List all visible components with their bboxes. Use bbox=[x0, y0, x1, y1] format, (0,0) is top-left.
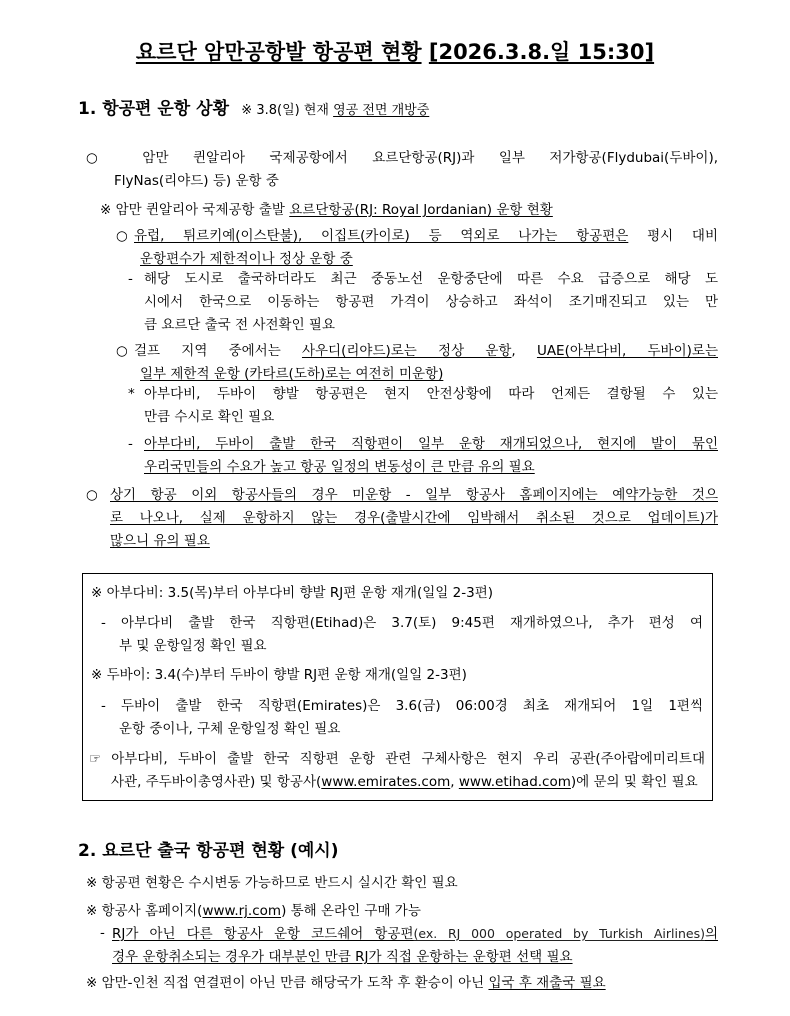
codeshare-warning: - RJ가 아닌 다른 항공사 운항 코드쉐어 항공편(ex. RJ 000 operated by Turkish Airlines)의 경우 운항취소되는 경우가 대부분인 만큼 RJ가 직접 운항하는 운항편 선택 필요 bbox=[100, 925, 719, 965]
etihad-link[interactable]: www.etihad.com bbox=[458, 774, 571, 790]
dubai-heading: ※ 두바이: 3.4(수)부터 두바이 향발 RJ편 운항 재개(일일 2-3편) bbox=[91, 667, 467, 683]
title-date: [2026.3.8.일 15:30] bbox=[428, 40, 655, 64]
contact-note: ☞ 아부다비, 두바이 출발 한국 직항편 운항 관련 구체사항은 현지 우리 공관(주아랍에미리트대 사관, 주두바이총영사관) 및 항공사(www.emirates.com, www.etihad.com)에 문의 및 확인 필요 bbox=[89, 751, 705, 790]
gulf-dash-detail: - 아부다비, 두바이 출발 한국 직항편이 일부 운항 재개되었으나, 현지에 발이 묶인 우리국민들의 수요가 높고 항공 일정의 변동성이 큰 만큼 유의 필요 bbox=[128, 436, 718, 475]
page-title bbox=[0, 36, 790, 66]
realtime-check-note: ※ 항공편 현황은 수시변동 가능하므로 반드시 실시간 확인 필요 bbox=[86, 875, 458, 891]
online-purchase-note: ※ 항공사 홈페이지(www.rj.com) 통해 온라인 구매 가능 bbox=[86, 903, 421, 919]
bullet-gulf: ○ 걸프 지역 중에서는 사우디(리야드)로는 정상 운항, UAE(아부다비, 두바이)로는 일부 제한적 운항 (카타르(도하)로는 여전히 미운항) bbox=[116, 343, 718, 382]
abudhabi-heading: ※ 아부다비: 3.5(목)부터 아부다비 향발 RJ편 운항 재개(일일 2-3편) bbox=[91, 585, 493, 601]
abudhabi-detail: - 아부다비 출발 한국 직항편(Etihad)은 3.7(토) 9:45편 재개하였으나, 추가 편성 여 부 및 운항일정 확인 필요 bbox=[101, 615, 703, 654]
rj-status-note: ※ 암만 퀸알리아 국제공항 출발 요르단항공(RJ: Royal Jordanian) 운항 현황 bbox=[100, 202, 553, 218]
rj-link[interactable]: www.rj.com bbox=[202, 903, 282, 919]
section1-heading: 1. 항공편 운항 상황 bbox=[78, 99, 229, 119]
section1-note: ※ 3.8(일) 현재 영공 전면 개방중 bbox=[241, 103, 430, 118]
reentry-note: ※ 암만-인천 직접 연결편이 아닌 만큼 해당국가 도착 후 환승이 아닌 입국 후 재출국 필요 bbox=[86, 975, 606, 991]
dubai-detail: - 두바이 출발 한국 직항편(Emirates)은 3.6(금) 06:00경 최초 재개되어 1일 1편씩 운항 중이나, 구체 운항일정 확인 필요 bbox=[101, 698, 703, 737]
bullet-other-airlines: ○ 상기 항공 이외 항공사들의 경우 미운항 - 일부 항공사 홈페이지에는 예약가능한 것으 로 나오나, 실제 운항하지 않는 경우(출발시간에 임박해서 취소된 것으로 업데이트)가 많으니 유의 필요 bbox=[86, 487, 718, 549]
section2-heading: 2. 요르단 출국 항공편 현황 (예시) bbox=[78, 841, 339, 861]
emirates-link[interactable]: www.emirates.com bbox=[321, 774, 451, 790]
direct-flight-info-box bbox=[82, 573, 713, 801]
bullet-europe: ○ 유럽, 튀르키예(이스탄불), 이집트(카이로) 등 역외로 나가는 항공편은 평시 대비 운항편수가 제한적이나 정상 운항 중 bbox=[116, 228, 718, 267]
bullet-amman-operation: ○ 암만 퀸알리아 국제공항에서 요르단항공(RJ)과 일부 저가항공(Flydubai(두바이), FlyNas(리야드) 등) 운항 중 bbox=[86, 150, 718, 189]
europe-dash-detail: - 해당 도시로 출국하더라도 최근 중동노선 운항중단에 따른 수요 급증으로 해당 도 시에서 한국으로 이동하는 항공편 가격이 상승하고 좌석이 조기매진되고 있는 만 큼 요르단 출국 전 사전확인 필요 bbox=[128, 271, 718, 333]
section1-heading-row bbox=[78, 98, 429, 122]
gulf-star-note: * 아부다비, 두바이 향발 항공편은 현지 안전상황에 따라 언제든 결항될 수 있는 만큼 수시로 확인 필요 bbox=[128, 386, 718, 425]
title-main: 요르단 암만공항발 항공편 현황 bbox=[135, 40, 422, 64]
